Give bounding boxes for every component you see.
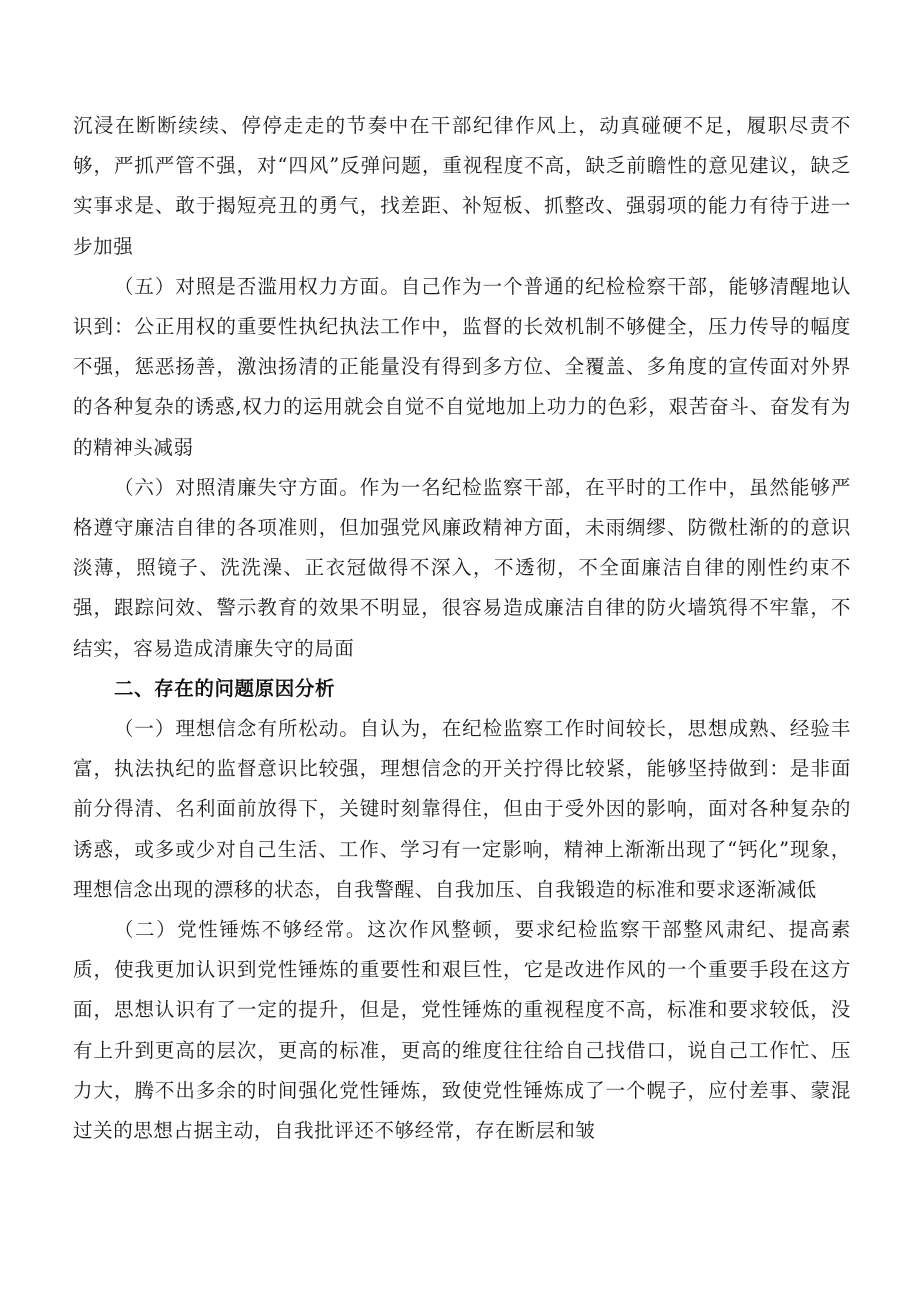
document-body: [73, 106, 851, 1151]
section-heading: 二、存在的问题原因分析: [113, 676, 336, 700]
analysis-paragraph-2: （二）党性锤炼不够经常。这次作风整顿，要求纪检监察干部整风肃纪、提高素质，使我更加认识到党性锤炼的重要性和艰巨性，它是改进作风的一个重要手段在这方面，思想认识有了一定的提升，但是，党性锤炼的重视程度不高，标准和要求较低，没有上升到更高的层次，更高的标准，更高的维度往往给自己找借口，说自己工作忙、压力大，腾不出多余的时间强化党性锤炼，致使党性锤炼成了一个幌子，应付差事、蒙混过关的思想占据主动，自我批评还不够经常，存在断层和皱: [73, 918, 851, 1143]
continued-paragraph: 沉浸在断断续续、停停走走的节奏中在干部纪律作风上，动真碰硬不足，履职尽责不够，严抓严管不强，对“四风”反弹问题，重视程度不高，缺乏前瞻性的意见建议，缺乏实事求是、敢于揭短亮丑的勇气，找差距、补短板、抓整改、强弱项的能力有待于进一步加强: [73, 114, 851, 258]
paragraph-item-6: （六）对照清廉失守方面。作为一名纪检监察干部，在平时的工作中，虽然能够严格遵守廉洁自律的各项准则，但加强党风廉政精神方面，未雨绸缪、防微杜渐的的意识淡薄，照镜子、洗洗澡、正衣冠做得不深入，不透彻，不全面廉洁自律的刚性约束不强，跟踪问效、警示教育的效果不明显，很容易造成廉洁自律的防火墙筑得不牢靠，不结实，容易造成清廉失守的局面: [73, 475, 851, 660]
analysis-paragraph-1: （一）理想信念有所松动。自认为，在纪检监察工作时间较长，思想成熟、经验丰富，执法执纪的监督意识比较强，理想信念的开关拧得比较紧，能够坚持做到：是非面前分得清、名利面前放得下，关键时刻靠得住，但由于受外因的影响，面对各种复杂的诱惑，或多或少对自己生活、工作、学习有一定影响，精神上渐渐出现了“钙化”现象，理想信念出现的漂移的状态，自我警醒、自我加压、自我锻造的标准和要求逐渐减低: [73, 717, 851, 901]
paragraph-item-5: （五）对照是否滥用权力方面。自己作为一个普通的纪检检察干部，能够清醒地认识到：公正用权的重要性执纪执法工作中，监督的长效机制不够健全，压力传导的幅度不强，惩恶扬善，激浊扬清的正能量没有得到多方位、全覆盖、多角度的宣传面对外界的各种复杂的诱惑,权力的运用就会自觉不自觉地加上功力的色彩，艰苦奋斗、奋发有为的精神头减弱: [73, 274, 851, 459]
